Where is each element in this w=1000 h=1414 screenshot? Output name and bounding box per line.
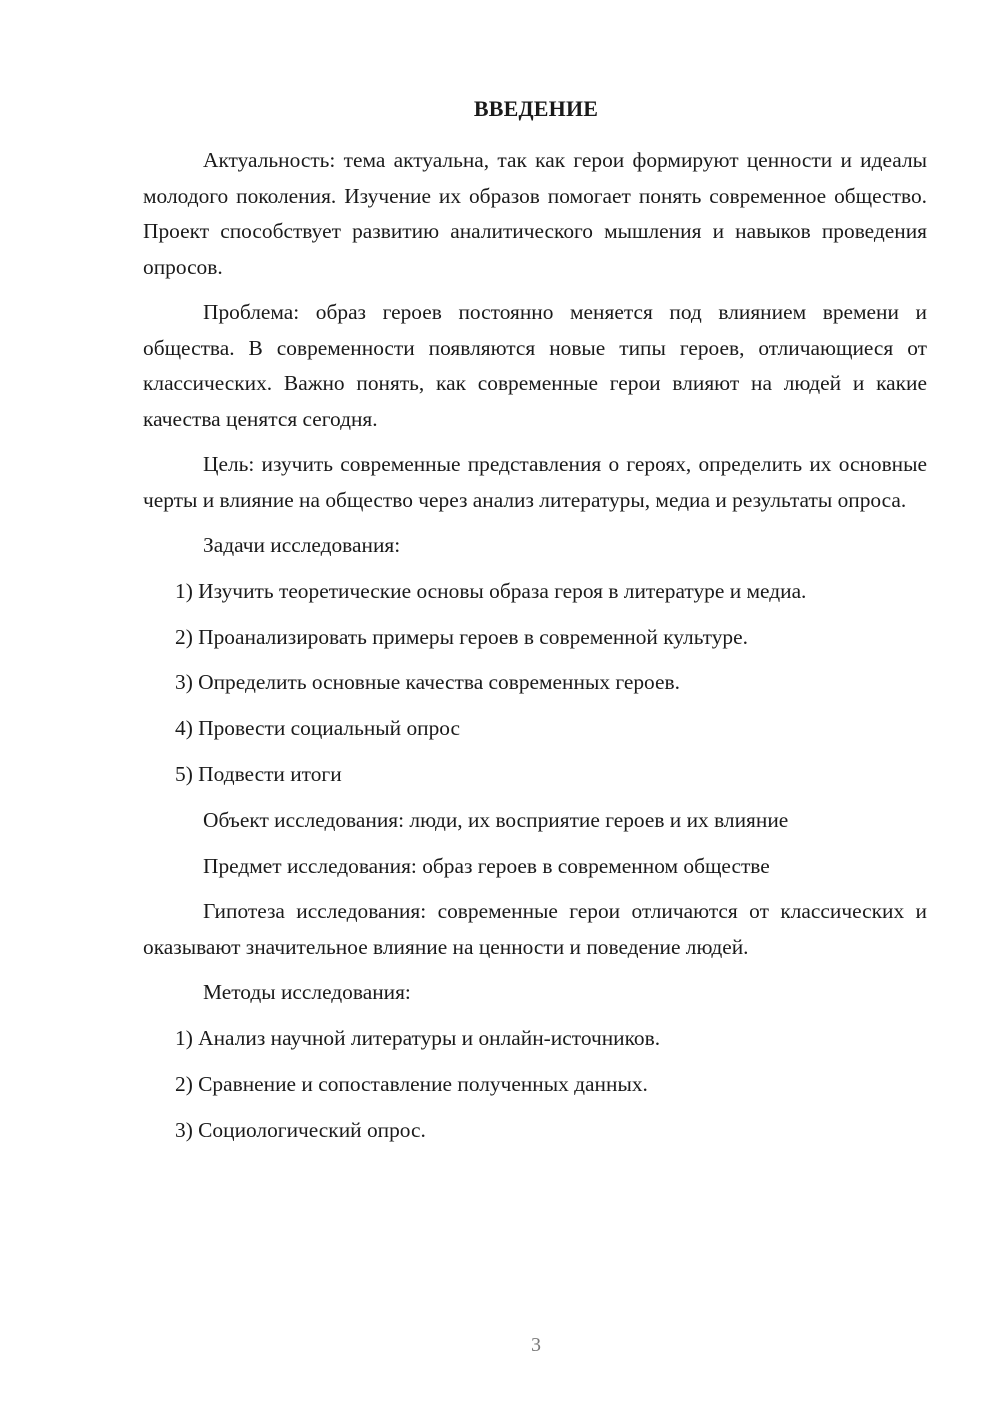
hypothesis-paragraph: Гипотеза исследования: современные герои отличаются от классических и оказывают значительное влияние на ценности и поведение людей.: [143, 899, 927, 959]
task-item: 5) Подвести итоги: [175, 761, 342, 786]
goal-paragraph: Цель: изучить современные представления о героях, определить их основные черты и влияние на общество через анализ литературы, медиа и результаты опроса.: [143, 452, 927, 512]
page-content: [143, 143, 927, 1159]
task-item: 4) Провести социальный опрос: [175, 716, 461, 741]
task-item: 3) Определить основные качества современных героев.: [175, 670, 680, 695]
page-number: 3: [531, 1334, 541, 1356]
subject-line: Предмет исследования: образ героев в современном обществе: [203, 853, 770, 878]
task-item: 2) Проанализировать примеры героев в современной культуре.: [175, 624, 748, 649]
method-item: 1) Анализ научной литературы и онлайн-источников.: [175, 1026, 661, 1051]
page-title: ВВЕДЕНИЕ: [473, 96, 599, 121]
method-item: 3) Социологический опрос.: [175, 1117, 426, 1142]
problem-paragraph: Проблема: образ героев постоянно меняется под влиянием времени и общества. В современности появляются новые типы героев, отличающиеся от классических. Важно понять, как современные герои влияют на людей и какие качества ценятся сегодня.: [143, 300, 927, 431]
tasks-heading: Задачи исследования:: [203, 533, 401, 557]
method-item: 2) Сравнение и сопоставление полученных данных.: [175, 1071, 648, 1096]
methods-heading: Методы исследования:: [203, 980, 411, 1005]
object-line: Объект исследования: люди, их восприятие героев и их влияние: [203, 807, 789, 832]
task-item: 1) Изучить теоретические основы образа героя в литературе и медиа.: [175, 578, 807, 603]
actuality-paragraph: Актуальность: тема актуальна, так как герои формируют ценности и идеалы молодого поколения. Изучение их образов помогает понять современное общество. Проект способствует развитию аналитического мышления и навыков проведения опросов.: [143, 148, 927, 279]
